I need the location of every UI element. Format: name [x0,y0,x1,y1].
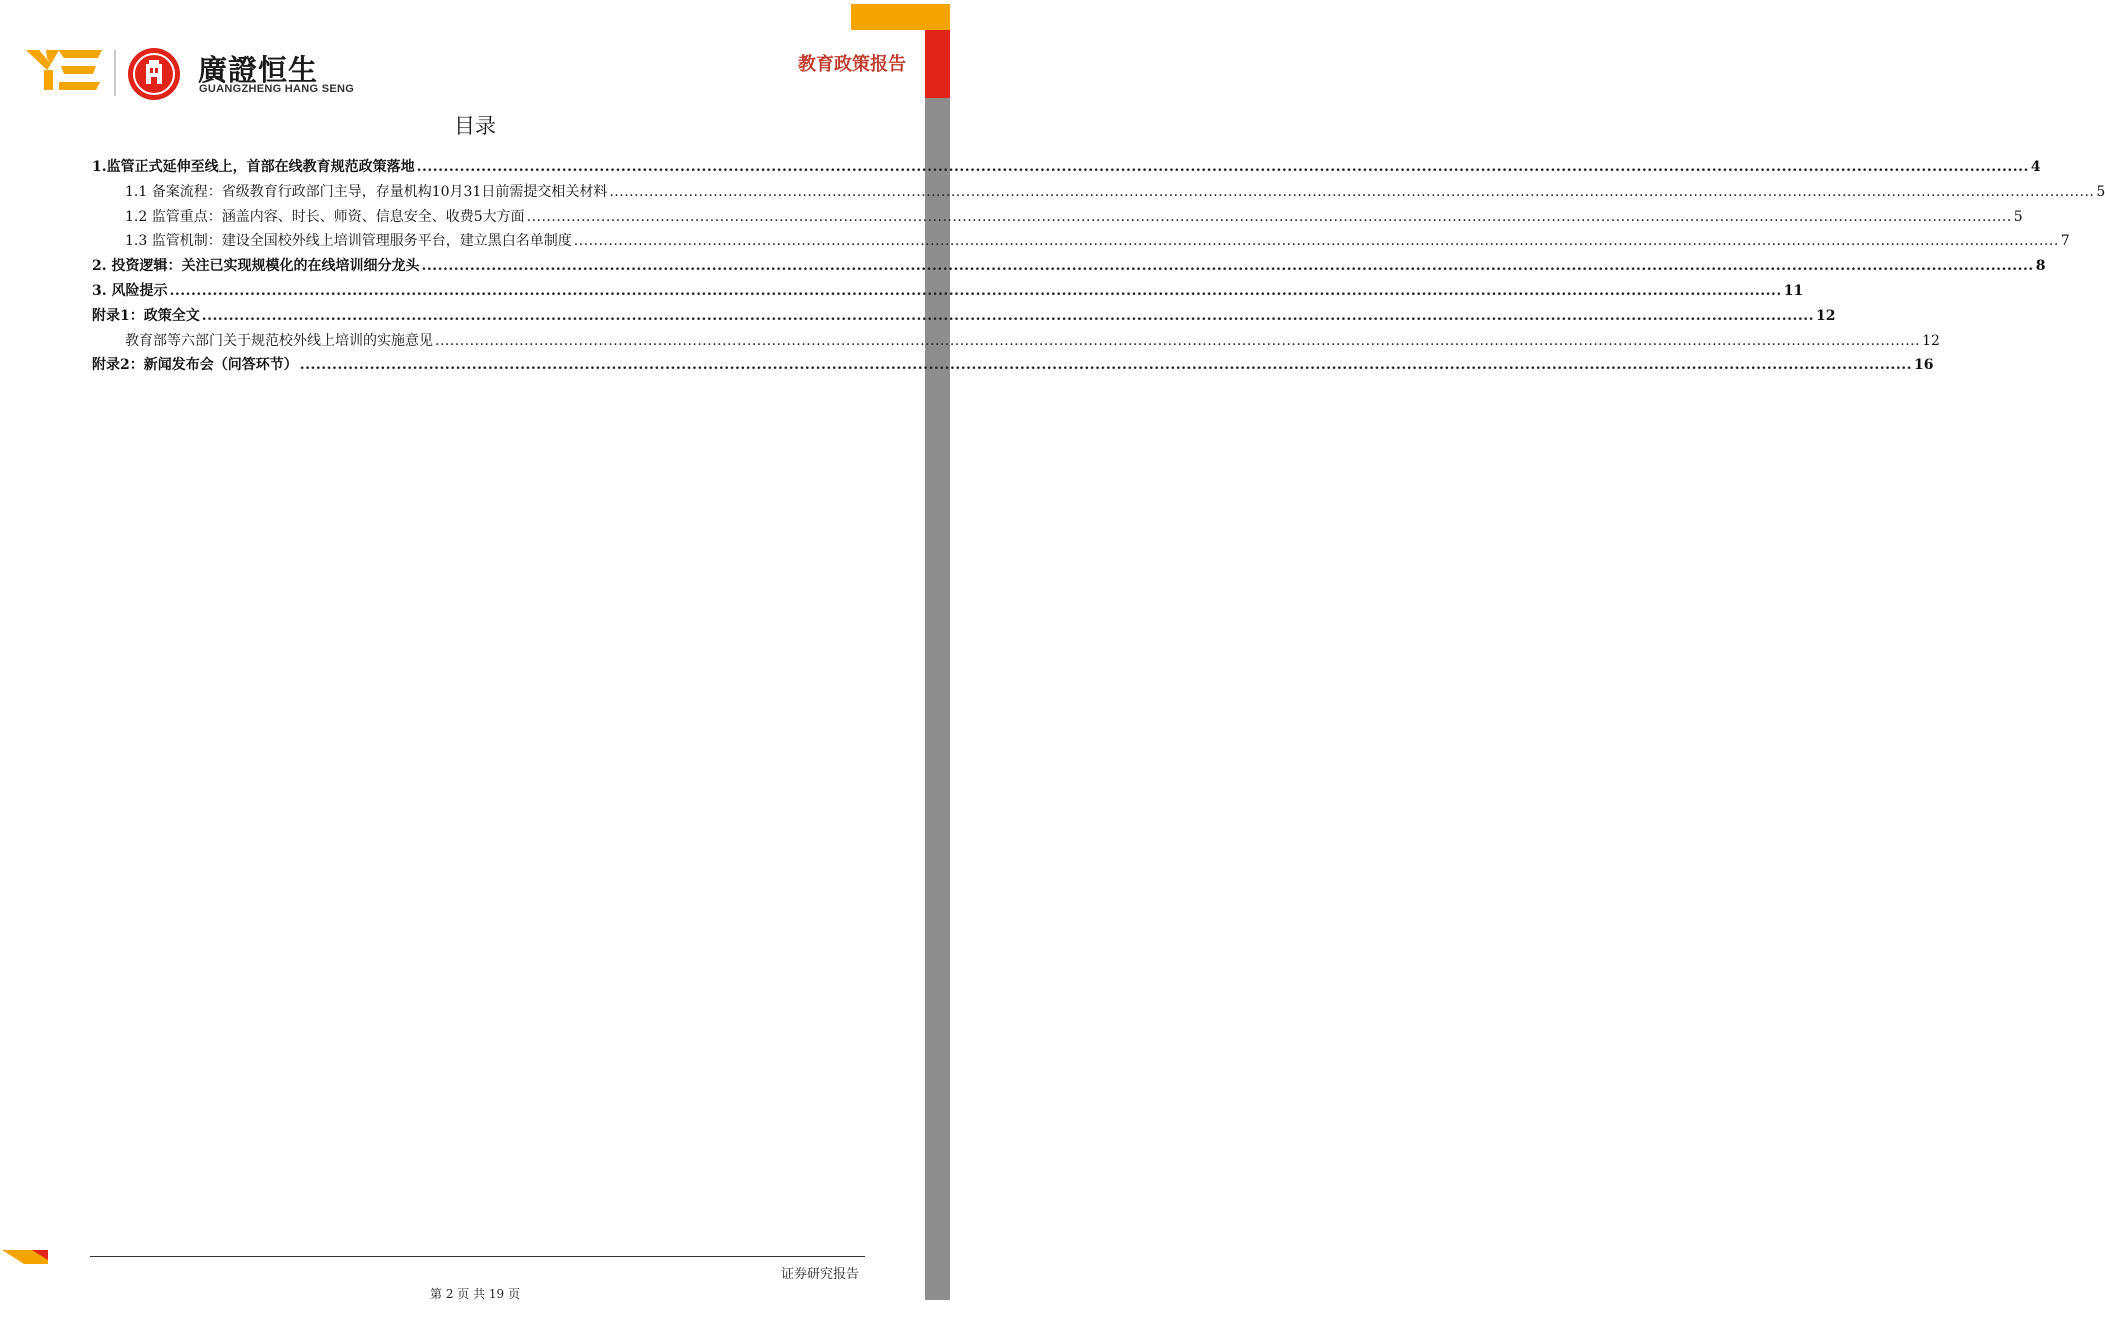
toc-leader-dots: ............................................................................................................................................................................................................................................................................................................ [609,183,2095,200]
toc-entry-page: 11 [1783,282,1804,299]
toc-entry[interactable] [92,305,1836,330]
toc-entry-title: 2. 投资逻辑：关注已实现规模化的在线培训细分龙头 [92,258,420,275]
toc-entry-page: 5 [2013,208,2023,225]
corner-accent [851,4,950,30]
toc-entry[interactable] [92,156,2041,181]
brand-seal-icon [127,47,181,101]
toc-entry[interactable] [92,330,1940,355]
toc-entry-page: 7 [2060,233,2070,250]
toc-entry-page: 12 [1815,307,1836,324]
toc-leader-dots: ............................................................................................................................................................................................................................................................................................................ [573,233,2059,250]
toc-title: 目录 [454,114,496,138]
toc-leader-dots: ............................................................................................................................................................................................................................................................................................................ [416,159,2029,175]
toc-entry-title: 附录2：新闻发布会（问答环节） [92,357,298,374]
brand-name-en: GUANGZHENG HANG SENG [199,83,355,95]
ye-logo-icon [26,50,102,90]
toc-leader-dots: ............................................................................................................................................................................................................................................................................................................ [201,307,1814,324]
brand-name-cn: 廣證恒生 [198,53,319,87]
toc-entry[interactable] [92,280,1804,305]
toc-entry[interactable] [92,206,2023,231]
toc-entry-title: 教育部等六部门关于规范校外线上培训的实施意见 [125,332,433,349]
footer-divider [90,1256,865,1257]
toc-entry[interactable] [92,181,2105,206]
side-bar-accent [925,30,950,98]
toc-leader-dots: ............................................................................................................................................................................................................................................................................................................ [169,282,1782,299]
toc-leader-dots: ............................................................................................................................................................................................................................................................................................................ [299,357,1912,374]
report-type: 教育政策报告 [798,54,906,75]
toc-entry-page: 5 [2096,183,2105,200]
page-number: 第 2 页 共 19 页 [430,1287,520,1301]
footer-mark-icon [2,1250,48,1264]
toc-entry-title: 3. 风险提示 [92,282,168,299]
footer-label: 证券研究报告 [780,1267,859,1282]
table-of-contents [92,156,2105,379]
toc-entry-page: 12 [1922,332,1940,349]
toc-leader-dots: ............................................................................................................................................................................................................................................................................................................ [435,332,1921,349]
toc-entry[interactable] [92,255,2046,280]
toc-entry-title: 1.3 监管机制：建设全国校外线上培训管理服务平台，建立黑白名单制度 [125,233,572,250]
toc-entry-title: 附录1：政策全文 [92,307,200,324]
toc-entry-title: 1.监管正式延伸至线上，首部在线教育规范政策落地 [92,159,415,175]
toc-entry-page: 16 [1913,357,1934,374]
toc-entry-page: 8 [2035,258,2046,275]
toc-entry-title: 1.1 备案流程：省级教育行政部门主导，存量机构10月31日前需提交相关材料 [125,183,608,200]
toc-entry-title: 1.2 监管重点：涵盖内容、时长、师资、信息安全、收费5大方面 [125,208,525,225]
toc-entry[interactable] [92,230,2070,255]
toc-entry-page: 4 [2030,159,2041,175]
toc-entry[interactable] [92,354,1934,379]
toc-leader-dots: ............................................................................................................................................................................................................................................................................................................ [421,258,2034,275]
toc-leader-dots: ............................................................................................................................................................................................................................................................................................................ [526,208,2012,225]
logo-divider [114,50,116,96]
